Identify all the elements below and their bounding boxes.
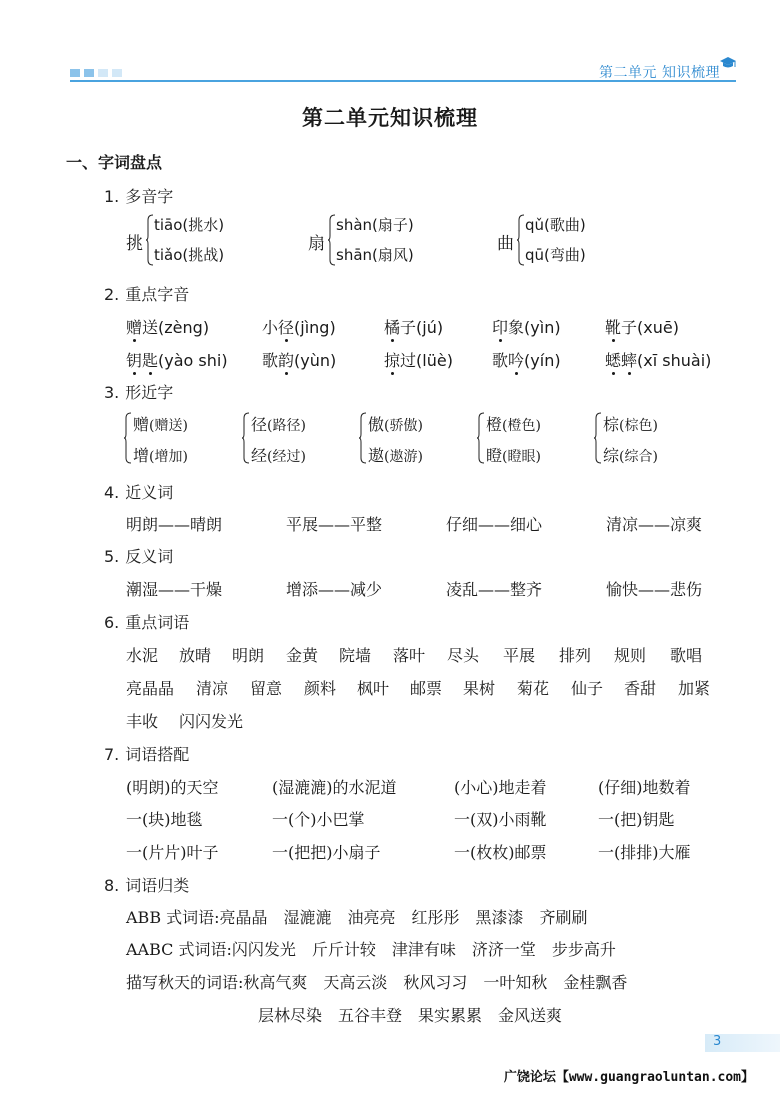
heading-synonyms: 4. 近义词: [104, 483, 174, 502]
synonym-pair: 仔细——细心: [446, 515, 543, 534]
classify-line: ABB 式词语:亮晶晶 湿漉漉 油亮亮 红彤彤 黑漆漆 齐刷刷: [126, 908, 588, 927]
pron-item: 钥匙(yào shi): [126, 351, 228, 370]
collocation: 一(排排)大雁: [598, 843, 691, 862]
page-header: [0, 0, 780, 90]
pron-item: 橘子(jú): [384, 318, 444, 337]
collocation: (小心)地走着: [454, 778, 547, 797]
pron-item: 小径(jìng): [262, 318, 336, 337]
heading-antonyms: 5. 反义词: [104, 547, 174, 566]
key-word: 规则: [614, 646, 647, 665]
page-number: 3: [713, 1034, 722, 1049]
page-number-tab: [705, 1034, 780, 1052]
antonym-pair: 凌乱——整齐: [446, 580, 543, 599]
footer-watermark: 广饶论坛【www.guangraoluntan.com】: [503, 1070, 754, 1085]
key-word: 亮晶晶: [126, 679, 175, 698]
header-squares: [70, 69, 122, 77]
key-word: 菊花: [517, 679, 550, 698]
page-title: 第二单元知识梳理: [302, 106, 478, 130]
key-word: 仙子: [571, 679, 604, 698]
antonym-pair: 愉快——悲伤: [606, 580, 703, 599]
key-word: 水泥: [126, 646, 159, 665]
key-word: 歌唱: [670, 646, 703, 665]
collocation: (明朗)的天空: [126, 778, 219, 797]
heading-pronunciation: 2. 重点字音: [104, 285, 190, 304]
key-word: 枫叶: [357, 679, 390, 698]
collocation: 一(双)小雨靴: [454, 810, 547, 829]
key-word: 排列: [559, 646, 592, 665]
key-word: 加紧: [678, 679, 711, 698]
key-word: 落叶: [393, 646, 426, 665]
key-word: 尽头: [447, 646, 480, 665]
pron-item: 蟋蟀(xī shuài): [605, 351, 712, 370]
antonym-pair: 潮湿——干燥: [126, 580, 223, 599]
synonym-pair: 明朗——晴朗: [126, 515, 223, 534]
heading-collocations: 7. 词语搭配: [104, 745, 190, 764]
collocation: (湿漉漉)的水泥道: [272, 778, 397, 797]
pron-item: 歌吟(yín): [492, 351, 561, 370]
classify-line: 层林尽染 五谷丰登 果实累累 金风送爽: [258, 1006, 563, 1025]
key-word: 院墙: [339, 646, 372, 665]
key-word: 邮票: [410, 679, 443, 698]
heading-classification: 8. 词语归类: [104, 876, 190, 895]
key-word: 留意: [250, 679, 283, 698]
classify-line: 描写秋天的词语:秋高气爽 天高云淡 秋风习习 一叶知秋 金桂飘香: [126, 973, 628, 992]
key-word: 平展: [503, 646, 536, 665]
collocation: 一(把)钥匙: [598, 810, 675, 829]
key-word: 颜料: [304, 679, 337, 698]
key-word: 明朗: [232, 646, 265, 665]
collocation: 一(把把)小扇子: [272, 843, 381, 862]
key-word: 闪闪发光: [179, 712, 244, 731]
heading-key-words: 6. 重点词语: [104, 613, 190, 632]
collocation: 一(个)小巴掌: [272, 810, 365, 829]
pron-item: 靴子(xuē): [605, 318, 679, 337]
synonym-pair: 清凉——凉爽: [606, 515, 703, 534]
collocation: (仔细)地数着: [598, 778, 691, 797]
pron-item: 歌韵(yùn): [262, 351, 337, 370]
header-tag: 第二单元 知识梳理: [599, 65, 720, 81]
heading-polyphonic: 1. 多音字: [104, 187, 174, 206]
key-word: 香甜: [624, 679, 657, 698]
pron-item: 赠送(zèng): [126, 318, 210, 337]
collocation: 一(块)地毯: [126, 810, 203, 829]
graduation-cap-icon: [720, 56, 736, 70]
key-word: 果树: [463, 679, 496, 698]
antonym-pair: 增添——减少: [286, 580, 383, 599]
synonym-pair: 平展——平整: [286, 515, 383, 534]
heading-similar-chars: 3. 形近字: [104, 383, 174, 402]
key-word: 清凉: [196, 679, 229, 698]
classify-line: AABC 式词语:闪闪发光 斤斤计较 津津有味 济济一堂 步步高升: [126, 940, 616, 959]
collocation: 一(片片)叶子: [126, 843, 219, 862]
pron-item: 掠过(lüè): [384, 351, 453, 370]
key-word: 放晴: [179, 646, 212, 665]
key-word: 丰收: [126, 712, 159, 731]
pron-item: 印象(yìn): [492, 318, 561, 337]
collocation: 一(枚枚)邮票: [454, 843, 547, 862]
key-word: 金黄: [286, 646, 319, 665]
section-heading: 一、字词盘点: [66, 153, 163, 172]
